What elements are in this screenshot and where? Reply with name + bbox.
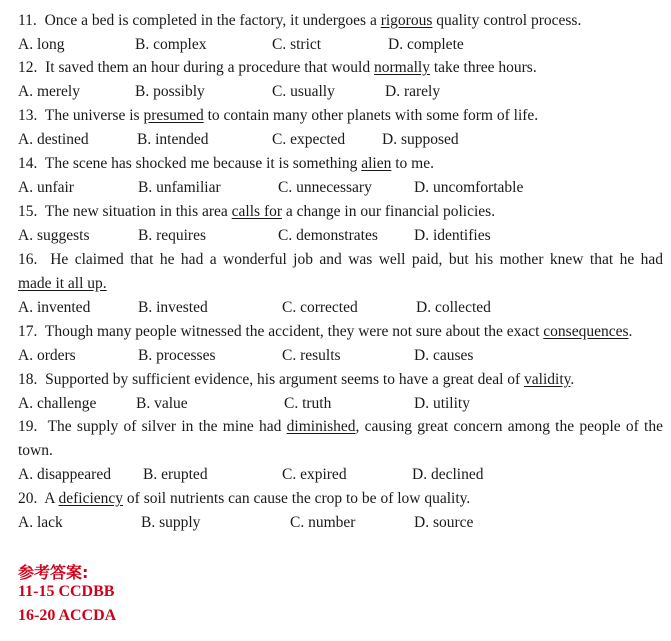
answer-key-line-2: 16-20 ACCDA [18, 607, 117, 624]
question-text: town. [18, 442, 53, 459]
question-number: 15. [18, 203, 38, 220]
option-d: D. utility [414, 395, 470, 412]
keyword-underlined: diminished [286, 418, 356, 435]
option-c: C. number [290, 514, 356, 531]
question-number: 11. [18, 12, 37, 29]
option-a: A. challenge [18, 395, 97, 412]
question-11 [18, 11, 663, 31]
option-d: D. supposed [382, 131, 459, 148]
question-12 [18, 58, 663, 78]
question-text: The scene has shocked me because it is something [44, 155, 358, 172]
question-number: 13. [18, 107, 38, 124]
option-c: C. usually [272, 83, 335, 100]
question-text: The new situation in this area [44, 203, 228, 220]
option-a: A. destined [18, 131, 89, 148]
option-d: D. rarely [385, 83, 441, 100]
option-b: B. requires [138, 227, 207, 244]
keyword-underlined: calls for [231, 203, 283, 220]
keyword-underlined: validity [524, 371, 571, 388]
option-c: C. results [282, 347, 341, 364]
option-c: C. unnecessary [278, 179, 372, 196]
option-b: B. complex [135, 36, 207, 53]
option-c: C. demonstrates [278, 227, 378, 244]
option-c: C. expired [282, 466, 347, 483]
option-d: D. complete [388, 36, 464, 53]
option-d: D. uncomfortable [414, 179, 524, 196]
question-text: quality control process. [436, 12, 582, 29]
option-b: B. supply [141, 514, 201, 531]
option-b: B. processes [138, 347, 216, 364]
question-text: Though many people witnessed the accident, they were not sure about the exact [44, 323, 540, 340]
question-text: take three hours. [433, 59, 537, 76]
question-text: A [44, 490, 55, 507]
question-text: to me. [395, 155, 434, 172]
question-text: a change in our financial policies. [285, 203, 496, 220]
option-d: D. identifies [414, 227, 491, 244]
option-a: A. invented [18, 299, 91, 316]
question-number: 17. [18, 323, 38, 340]
option-b: B. possibly [135, 83, 205, 100]
question-text: Once a bed is completed in the factory, it undergoes a [44, 12, 377, 29]
option-c: C. strict [272, 36, 322, 53]
question-20 [18, 489, 663, 509]
answer-key-line-1: 11-15 CCDBB [18, 583, 115, 600]
question-19-continued [18, 441, 663, 461]
option-c: C. truth [284, 395, 332, 412]
keyword-underlined: consequences [543, 323, 629, 340]
question-text: . [570, 371, 575, 388]
question-14 [18, 154, 663, 174]
option-d: D. causes [414, 347, 474, 364]
question-text: Supported by sufficient evidence, his argument seems to have a great deal of [45, 371, 521, 388]
question-number: 14. [18, 155, 38, 172]
question-text: to contain many other planets with some form of life. [207, 107, 539, 124]
option-c: C. expected [272, 131, 346, 148]
question-text: , causing great concern among the people of the [355, 418, 663, 435]
question-13 [18, 106, 663, 126]
question-text: The supply of silver in the mine had [47, 418, 282, 435]
option-a: A. unfair [18, 179, 74, 196]
keyword-underlined: presumed [143, 107, 204, 124]
option-d: D. declined [412, 466, 484, 483]
option-a: A. suggests [18, 227, 90, 244]
option-a: A. orders [18, 347, 76, 364]
question-text: The universe is [44, 107, 140, 124]
question-16 [18, 250, 663, 270]
option-d: D. source [414, 514, 474, 531]
question-text: He claimed that he had a wonderful job and was well paid, but his mother knew that he had [50, 251, 663, 268]
keyword-underlined: rigorous [380, 12, 433, 29]
option-a: A. lack [18, 514, 63, 531]
question-text: It saved them an hour during a procedure that would [45, 59, 371, 76]
question-15 [18, 202, 663, 222]
option-b: B. erupted [143, 466, 208, 483]
question-18 [18, 370, 663, 390]
option-b: B. unfamiliar [138, 179, 221, 196]
keyword-underlined: normally [373, 59, 430, 76]
option-d: D. collected [416, 299, 491, 316]
option-a: A. disappeared [18, 466, 111, 483]
question-16-continued [18, 274, 663, 294]
question-text: . [628, 323, 633, 340]
question-19 [18, 417, 663, 437]
question-number: 20. [18, 490, 38, 507]
option-b: B. invested [138, 299, 208, 316]
question-17 [18, 322, 663, 342]
keyword-underlined: deficiency [58, 490, 124, 507]
answer-key-title: 参考答案: [18, 563, 89, 582]
option-b: B. value [136, 395, 188, 412]
keyword-underlined: made it all up. [18, 275, 107, 292]
question-number: 18. [18, 371, 38, 388]
option-b: B. intended [137, 131, 209, 148]
option-c: C. corrected [282, 299, 358, 316]
question-number: 12. [18, 59, 38, 76]
question-number: 16. [18, 251, 38, 268]
option-a: A. merely [18, 83, 80, 100]
option-a: A. long [18, 36, 65, 53]
question-text: of soil nutrients can cause the crop to be of low quality. [126, 490, 471, 507]
question-number: 19. [18, 418, 38, 435]
keyword-underlined: alien [361, 155, 392, 172]
